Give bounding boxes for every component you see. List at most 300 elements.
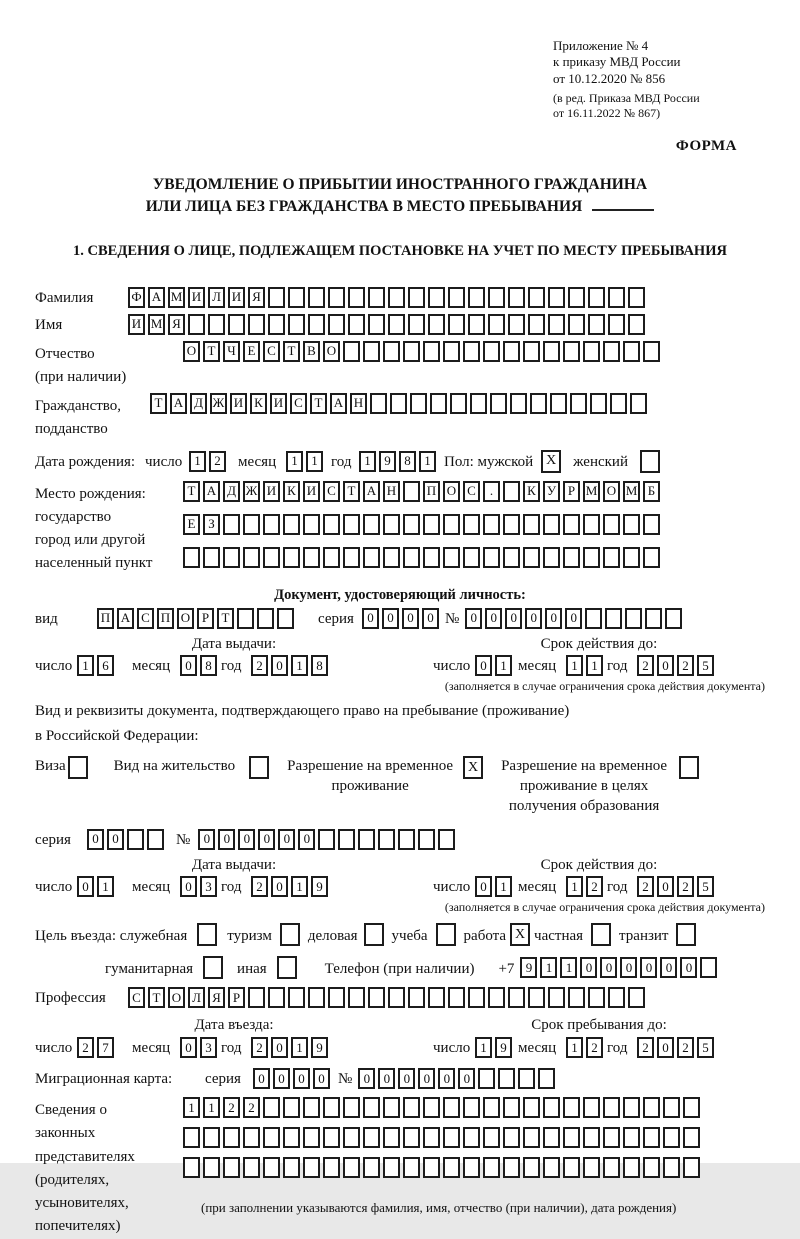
char-cell: 0 xyxy=(271,876,288,897)
char-cell xyxy=(663,1097,680,1118)
stay-until-label: Срок пребывания до: xyxy=(531,1017,667,1034)
permit-series-label: серия xyxy=(35,831,71,848)
char-cell: 0 xyxy=(253,1068,270,1089)
char-cell: 0 xyxy=(465,608,482,629)
char-cell: 0 xyxy=(107,829,124,850)
char-cell: Н xyxy=(383,481,400,502)
char-cell: М xyxy=(583,481,600,502)
char-cell: Д xyxy=(190,393,207,414)
char-cell: 1 xyxy=(566,655,583,676)
char-cell xyxy=(463,547,480,568)
char-cell: 8 xyxy=(200,655,217,676)
char-cell xyxy=(483,1157,500,1178)
purpose-study-checkbox xyxy=(436,923,456,946)
char-cell xyxy=(263,1157,280,1178)
entry-day-cells xyxy=(77,1037,114,1058)
char-cell xyxy=(548,987,565,1008)
char-cell xyxy=(448,287,465,308)
title-line1: УВЕДОМЛЕНИЕ О ПРИБЫТИИ ИНОСТРАННОГО ГРАЖДАНИНА xyxy=(152,175,648,193)
char-cell: 0 xyxy=(620,957,637,978)
char-cell: 0 xyxy=(180,876,197,897)
char-cell: С xyxy=(137,608,154,629)
representatives-note: (при заполнении указываются фамилия, имя, отчество (при наличии), дата рождения) xyxy=(201,1200,677,1216)
permit-issue-date-label: Дата выдачи: xyxy=(191,856,277,873)
char-cell: 3 xyxy=(200,1037,217,1058)
char-cell xyxy=(263,1127,280,1148)
gender-male-label: Пол: мужской xyxy=(444,453,534,470)
char-cell: 0 xyxy=(422,608,439,629)
birthplace-row3-cells xyxy=(183,547,660,568)
char-cell xyxy=(443,514,460,535)
char-cell: И xyxy=(303,481,320,502)
char-cell xyxy=(237,608,254,629)
char-cell xyxy=(603,514,620,535)
char-cell xyxy=(583,1157,600,1178)
char-cell xyxy=(588,987,605,1008)
char-cell: 2 xyxy=(243,1097,260,1118)
month-label: месяц xyxy=(518,1040,557,1057)
char-cell xyxy=(548,287,565,308)
char-cell xyxy=(323,547,340,568)
purpose-transit-label: транзит xyxy=(619,927,669,944)
char-cell: 2 xyxy=(586,1037,603,1058)
appendix-line: Приложение № 4 xyxy=(553,38,649,53)
char-cell xyxy=(403,1127,420,1148)
char-cell: 0 xyxy=(382,608,399,629)
doc-series-label: серия xyxy=(318,610,354,627)
char-cell xyxy=(625,608,642,629)
birthdate-label: Дата рождения: xyxy=(35,453,136,470)
char-cell xyxy=(338,829,355,850)
char-cell xyxy=(268,314,285,335)
char-cell: 0 xyxy=(402,608,419,629)
entry-year-cells xyxy=(251,1037,328,1058)
char-cell xyxy=(127,829,144,850)
permit-number-cells xyxy=(198,829,455,850)
char-cell: 0 xyxy=(258,829,275,850)
char-cell xyxy=(683,1127,700,1148)
char-cell: 9 xyxy=(520,957,537,978)
char-cell xyxy=(323,1097,340,1118)
char-cell xyxy=(603,547,620,568)
char-cell xyxy=(343,1097,360,1118)
profession-label: Профессия xyxy=(35,990,106,1007)
char-cell: Р xyxy=(197,608,214,629)
residence-doc-intro2: в Российской Федерации: xyxy=(35,728,199,745)
char-cell xyxy=(450,393,467,414)
char-cell xyxy=(568,287,585,308)
char-cell xyxy=(370,393,387,414)
year-label: год xyxy=(221,658,242,675)
char-cell xyxy=(468,987,485,1008)
char-cell: 1 xyxy=(183,1097,200,1118)
char-cell xyxy=(643,1127,660,1148)
char-cell: 0 xyxy=(565,608,582,629)
permit-expiry-month-cells xyxy=(566,876,603,897)
char-cell xyxy=(383,514,400,535)
char-cell xyxy=(623,1157,640,1178)
char-cell: 0 xyxy=(87,829,104,850)
phone-label: Телефон (при наличии) xyxy=(324,960,475,977)
char-cell: 2 xyxy=(209,451,226,472)
char-cell xyxy=(423,1097,440,1118)
char-cell xyxy=(605,608,622,629)
char-cell xyxy=(463,1127,480,1148)
char-cell xyxy=(483,547,500,568)
gender-male-checkbox: X xyxy=(541,450,561,473)
char-cell xyxy=(428,287,445,308)
char-cell: Д xyxy=(223,481,240,502)
char-cell xyxy=(403,514,420,535)
char-cell xyxy=(483,514,500,535)
char-cell xyxy=(603,1157,620,1178)
char-cell: Я xyxy=(208,987,225,1008)
day-label: число xyxy=(433,1040,471,1057)
char-cell xyxy=(543,1127,560,1148)
doc-expiry-month-cells xyxy=(566,655,603,676)
char-cell xyxy=(183,547,200,568)
char-cell: М xyxy=(148,314,165,335)
char-cell xyxy=(423,514,440,535)
char-cell: 0 xyxy=(362,608,379,629)
char-cell: А xyxy=(148,287,165,308)
char-cell xyxy=(408,314,425,335)
char-cell xyxy=(508,987,525,1008)
char-cell xyxy=(583,547,600,568)
char-cell: П xyxy=(97,608,114,629)
char-cell xyxy=(563,1097,580,1118)
char-cell xyxy=(308,987,325,1008)
char-cell xyxy=(523,514,540,535)
char-cell xyxy=(503,1157,520,1178)
char-cell: 1 xyxy=(566,876,583,897)
char-cell: 0 xyxy=(238,829,255,850)
char-cell xyxy=(563,341,580,362)
char-cell xyxy=(443,1097,460,1118)
form-label: ФОРМА xyxy=(675,137,737,154)
revision-line: (в ред. Приказа МВД России xyxy=(553,90,700,105)
char-cell: 2 xyxy=(586,876,603,897)
patronymic-label: Отчество (при наличии) xyxy=(35,341,183,390)
char-cell xyxy=(548,314,565,335)
char-cell xyxy=(398,829,415,850)
char-cell xyxy=(257,608,274,629)
char-cell xyxy=(608,987,625,1008)
char-cell xyxy=(368,287,385,308)
char-cell xyxy=(383,1157,400,1178)
char-cell: 8 xyxy=(311,655,328,676)
char-cell xyxy=(383,1097,400,1118)
char-cell: 5 xyxy=(697,655,714,676)
char-cell: 0 xyxy=(657,876,674,897)
char-cell xyxy=(428,987,445,1008)
char-cell: С xyxy=(128,987,145,1008)
char-cell: 0 xyxy=(580,957,597,978)
char-cell: Л xyxy=(208,287,225,308)
char-cell xyxy=(358,829,375,850)
char-cell xyxy=(528,314,545,335)
char-cell xyxy=(323,514,340,535)
char-cell xyxy=(248,987,265,1008)
char-cell xyxy=(543,1097,560,1118)
char-cell xyxy=(243,514,260,535)
char-cell xyxy=(508,287,525,308)
char-cell xyxy=(403,1157,420,1178)
char-cell xyxy=(628,287,645,308)
char-cell xyxy=(263,514,280,535)
char-cell xyxy=(503,514,520,535)
char-cell xyxy=(523,1097,540,1118)
char-cell xyxy=(390,393,407,414)
month-label: месяц xyxy=(238,453,277,470)
rvp-edu-label: Разрешение на временное проживание в целях получения образования xyxy=(501,757,668,815)
revision-line: от 16.11.2022 № 867) xyxy=(553,105,661,120)
char-cell: О xyxy=(603,481,620,502)
char-cell xyxy=(645,608,662,629)
char-cell xyxy=(408,287,425,308)
appendix-line: к приказу МВД России xyxy=(553,54,681,70)
char-cell: 1 xyxy=(419,451,436,472)
doc-number-label: № xyxy=(444,610,460,627)
char-cell: 1 xyxy=(77,655,94,676)
char-cell: В xyxy=(303,341,320,362)
char-cell: О xyxy=(168,987,185,1008)
char-cell xyxy=(603,1127,620,1148)
char-cell xyxy=(468,287,485,308)
char-cell: Р xyxy=(563,481,580,502)
char-cell: И xyxy=(128,314,145,335)
doc-issue-month-cells xyxy=(180,655,217,676)
char-cell xyxy=(348,987,365,1008)
stay-month-cells xyxy=(566,1037,603,1058)
char-cell: Е xyxy=(183,514,200,535)
phone-prefix: +7 xyxy=(498,960,515,977)
char-cell xyxy=(283,1127,300,1148)
char-cell xyxy=(388,314,405,335)
purpose-private-label: частная xyxy=(534,927,584,944)
char-cell: 1 xyxy=(291,655,308,676)
char-cell xyxy=(483,1097,500,1118)
char-cell xyxy=(388,987,405,1008)
citizenship-cells xyxy=(150,393,647,414)
char-cell xyxy=(528,287,545,308)
char-cell xyxy=(288,987,305,1008)
char-cell: 0 xyxy=(180,1037,197,1058)
char-cell xyxy=(328,987,345,1008)
char-cell xyxy=(543,547,560,568)
purpose-work-checkbox: X xyxy=(510,923,530,946)
char-cell: М xyxy=(623,481,640,502)
doc-issue-day-cells xyxy=(77,655,114,676)
purpose-label: Цель въезда: служебная xyxy=(35,927,188,944)
char-cell xyxy=(363,1127,380,1148)
rvp-label: Разрешение на временное проживание xyxy=(287,757,454,795)
char-cell xyxy=(623,341,640,362)
char-cell: . xyxy=(483,481,500,502)
char-cell xyxy=(318,829,335,850)
year-label: год xyxy=(607,879,628,896)
char-cell xyxy=(403,547,420,568)
char-cell: С xyxy=(463,481,480,502)
char-cell xyxy=(488,287,505,308)
char-cell xyxy=(643,514,660,535)
char-cell xyxy=(643,341,660,362)
char-cell xyxy=(665,608,682,629)
char-cell xyxy=(623,547,640,568)
char-cell: 0 xyxy=(398,1068,415,1089)
representatives-row2-cells xyxy=(183,1127,700,1148)
char-cell xyxy=(343,1157,360,1178)
doc-expiry-day-cells xyxy=(475,655,512,676)
char-cell: И xyxy=(188,287,205,308)
permit-expiry-year-cells xyxy=(637,876,714,897)
char-cell: 1 xyxy=(291,876,308,897)
char-cell xyxy=(623,514,640,535)
char-cell xyxy=(303,547,320,568)
char-cell xyxy=(263,547,280,568)
year-label: год xyxy=(607,658,628,675)
char-cell: Ф xyxy=(128,287,145,308)
representatives-row3-cells xyxy=(183,1157,700,1178)
char-cell: Б xyxy=(643,481,660,502)
char-cell xyxy=(223,547,240,568)
rvp-checkbox: X xyxy=(463,756,483,779)
char-cell xyxy=(323,1127,340,1148)
form-title xyxy=(35,174,765,219)
day-label: число xyxy=(433,658,471,675)
stay-day-cells xyxy=(475,1037,512,1058)
char-cell: Ж xyxy=(210,393,227,414)
char-cell xyxy=(423,1157,440,1178)
char-cell xyxy=(277,608,294,629)
char-cell xyxy=(383,547,400,568)
char-cell xyxy=(203,1127,220,1148)
char-cell: 5 xyxy=(697,1037,714,1058)
char-cell: 0 xyxy=(458,1068,475,1089)
purpose-other-label: иная xyxy=(237,960,267,977)
char-cell xyxy=(563,1127,580,1148)
char-cell xyxy=(683,1097,700,1118)
char-cell xyxy=(308,287,325,308)
doc-series-cells xyxy=(362,608,439,629)
char-cell: 0 xyxy=(657,1037,674,1058)
char-cell xyxy=(528,987,545,1008)
char-cell xyxy=(383,1127,400,1148)
vnzh-checkbox xyxy=(249,756,269,779)
char-cell xyxy=(448,987,465,1008)
char-cell xyxy=(483,1127,500,1148)
char-cell xyxy=(363,1157,380,1178)
char-cell xyxy=(303,1127,320,1148)
profession-cells xyxy=(128,987,645,1008)
char-cell xyxy=(543,341,560,362)
char-cell: Ж xyxy=(243,481,260,502)
char-cell xyxy=(263,1097,280,1118)
char-cell xyxy=(228,314,245,335)
char-cell: 0 xyxy=(600,957,617,978)
char-cell: 0 xyxy=(640,957,657,978)
month-label: месяц xyxy=(132,879,171,896)
char-cell xyxy=(183,1127,200,1148)
char-cell: О xyxy=(443,481,460,502)
migration-card-label: Миграционная карта: xyxy=(35,1071,173,1088)
char-cell xyxy=(503,341,520,362)
char-cell xyxy=(418,829,435,850)
char-cell: 0 xyxy=(545,608,562,629)
char-cell: Т xyxy=(283,341,300,362)
char-cell xyxy=(563,514,580,535)
stay-year-cells xyxy=(637,1037,714,1058)
char-cell xyxy=(490,393,507,414)
char-cell: И xyxy=(228,287,245,308)
gender-female-label: женский xyxy=(573,453,628,470)
char-cell: 1 xyxy=(495,876,512,897)
char-cell xyxy=(348,287,365,308)
representatives-label: Сведения о законных представителях (родителях, усыновителях, попечителях) xyxy=(35,1102,135,1235)
char-cell: 0 xyxy=(278,829,295,850)
char-cell xyxy=(308,314,325,335)
char-cell xyxy=(683,1157,700,1178)
char-cell: 9 xyxy=(311,1037,328,1058)
blank-underline xyxy=(592,199,654,211)
char-cell xyxy=(503,547,520,568)
mc-series-cells xyxy=(253,1068,330,1089)
char-cell: А xyxy=(117,608,134,629)
char-cell: 2 xyxy=(677,1037,694,1058)
purpose-tourism-label: туризм xyxy=(227,927,272,944)
char-cell xyxy=(563,1157,580,1178)
char-cell xyxy=(643,1157,660,1178)
char-cell: К xyxy=(523,481,540,502)
char-cell xyxy=(530,393,547,414)
char-cell: 1 xyxy=(495,655,512,676)
birth-month-cells xyxy=(286,451,323,472)
char-cell xyxy=(423,341,440,362)
char-cell: 9 xyxy=(495,1037,512,1058)
mc-number-cells xyxy=(358,1068,555,1089)
char-cell: 1 xyxy=(291,1037,308,1058)
char-cell xyxy=(443,1127,460,1148)
char-cell xyxy=(378,829,395,850)
section1-title: 1. СВЕДЕНИЯ О ЛИЦЕ, ПОДЛЕЖАЩЕМ ПОСТАНОВКЕ НА УЧЕТ ПО МЕСТУ ПРЕБЫВАНИЯ xyxy=(73,243,727,260)
char-cell: А xyxy=(170,393,187,414)
title-line2: ИЛИ ЛИЦА БЕЗ ГРАЖДАНСТВА В МЕСТО ПРЕБЫВАНИЯ xyxy=(145,197,583,215)
char-cell xyxy=(303,1157,320,1178)
char-cell: 2 xyxy=(223,1097,240,1118)
char-cell xyxy=(363,341,380,362)
char-cell: 8 xyxy=(399,451,416,472)
char-cell xyxy=(243,1157,260,1178)
char-cell: 2 xyxy=(637,655,654,676)
char-cell xyxy=(283,547,300,568)
char-cell xyxy=(183,1157,200,1178)
purpose-private-checkbox xyxy=(591,923,611,946)
char-cell xyxy=(630,393,647,414)
char-cell xyxy=(563,547,580,568)
entry-month-cells xyxy=(180,1037,217,1058)
char-cell xyxy=(243,1127,260,1148)
char-cell: 5 xyxy=(697,876,714,897)
char-cell xyxy=(328,287,345,308)
char-cell xyxy=(590,393,607,414)
char-cell: Н xyxy=(350,393,367,414)
char-cell xyxy=(368,987,385,1008)
char-cell: Р xyxy=(228,987,245,1008)
char-cell: С xyxy=(263,341,280,362)
permit-validity-note: (заполняется в случае ограничения срока действия документа) xyxy=(444,900,765,915)
char-cell: 2 xyxy=(677,876,694,897)
char-cell: 0 xyxy=(657,655,674,676)
